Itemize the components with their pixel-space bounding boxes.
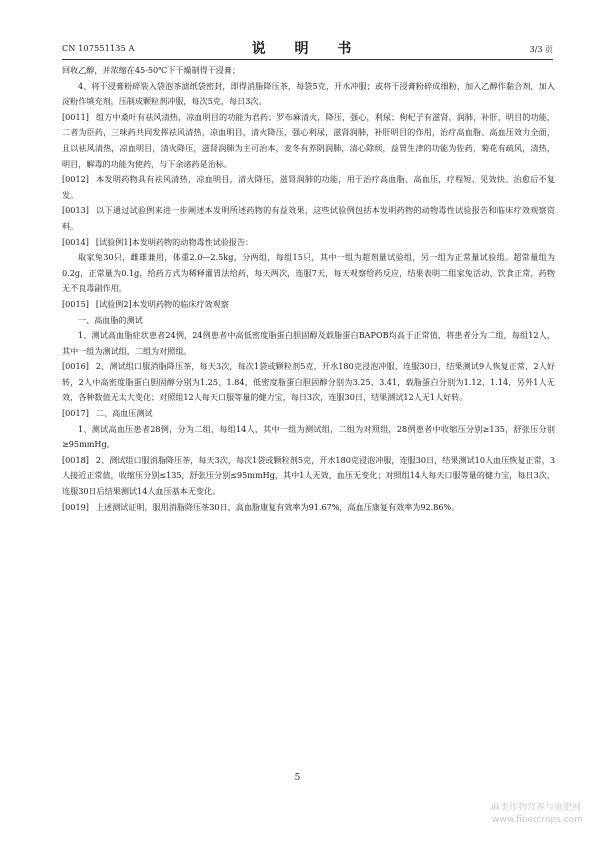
paragraph: 回收乙醇，并浓缩在45-50℃下干燥制得干浸膏； (62, 65, 241, 75)
paragraph-tag: [0017] (62, 408, 89, 419)
paragraph: 4、将干浸膏粉碎装入袋泡茶滤纸袋密封，即得消脂降压茶，每袋5克，开水冲服；或将干浸膏粉碎成细粉，加入乙醇作黏合剂，加入淀粉作填充剂，压制成颗粒剂冲服，每次5克，每日3次。 (62, 80, 555, 107)
paragraph: 取家兔30只，雌雄兼用，体重2.0—2.5kg，分两组，每组15只，其中一组为超剂量试验组，另一组为正常量试验组。超常量组为0.2g，正常量为0.1g，给药方式为稀释灌胃法给药，每天两次，连服7天，每天观察给药反应，结果表明二组家兔活动、饮食正常，药物无不良毒副作用。 (62, 252, 555, 294)
paragraph: [0019] 上述测试证明，服用消脂降压茶30日，高血脂康复有效率为91.67%，高血压康复有效率为92.86%。 (62, 501, 460, 512)
document-title: 说 明 书 (251, 41, 364, 57)
watermark-text: 麻类作物营养与施肥网 (490, 803, 581, 813)
document-body (62, 63, 555, 515)
paragraph-tag: [0012] (62, 174, 89, 185)
paragraph-tag: [0014] (62, 236, 89, 247)
paragraph-tag: [0013] (62, 205, 89, 216)
paragraph-tag: [0015] (62, 298, 89, 309)
paragraph-tag: [0016] (62, 361, 89, 372)
paragraph: [0015] [试验例2]本发明药物的临床疗效观察 (62, 298, 229, 309)
paragraph: [0018] 2、测试组口服消脂降压茶，每天3次，每次1袋或颗粒剂5克，开水180克浸泡冲服，连服30日，结果测试10人血压恢复正常，3人接近正常值，收缩压分别≤135，舒张压分别≤95mmHg，其中1人无效，血压无变化；对照组14人每天口服等量的健力宝，每日3次，连服30日后结果测试14人血压基本无变化。 (62, 454, 555, 497)
paragraph: [0014] [试验例1]本发明药物的动物毒性试验报告： (62, 236, 254, 247)
page-header (62, 36, 553, 58)
page-number: 5 (294, 773, 301, 783)
page-indicator: 3/3 页 (529, 45, 553, 54)
paragraph: [0012] 本发明药物具有祛风清热，凉血明目，清火降压，滋肾润肺的功能，用于治疗高血脂、高血压，疗程短、见效快、治愈后不复发。 (62, 174, 555, 200)
patent-number: CN 107551135 A (62, 44, 135, 53)
paragraph: 1、测试高血脂症状患者24例，24例患者中高低密度脂蛋白胆固醇及载脂蛋白BAPOB均高于正常值，将患者分为二组，每组12人，其中一组为测试组，二组为对照组。 (62, 330, 555, 356)
paragraph-tag: [0011] (62, 111, 89, 122)
section-heading: [0017] 二、高血压测试 (62, 408, 153, 419)
paragraph: [0013] 以下通过试验例来进一步阐述本发明所述药物的有益效果，这些试验例包括本发明药物的动物毒性试验报告和临床疗效观察资料。 (62, 205, 555, 231)
paragraph-tag: [0019] (62, 501, 89, 512)
paragraph: [0016] 2、测试组口服消脂降压茶，每天3次，每次1袋或颗粒剂5克，开水180克浸泡冲服，连服30日，结果测试9人恢复正常，2人好转，2人中高密度脂蛋白胆固醇分别为1.25、1.84，低密度脂蛋白胆固醇分别为3.25、3.41，载脂蛋白分别为1.12、1.14，另外1人无效，各种数值无太大变化；对照组12人每天口服等量的健力宝，每日3次，连服30日，结果测试12人无1人好转。 (62, 361, 555, 403)
paragraph: [0011] 组方中桑叶有祛风清热，凉血明目的功能为君药；罗布麻清火，降压，强心，利尿；枸杞子有滋肾，润肺，补肝，明目的功能，二者为臣药，三味药共同发挥祛风清热，凉血明目，清火降压，强心利尿，滋肾润肺，补肝明目的作用，治疗高血脂、高血压效力全面，且以祛风清热，凉血明目，清火降压，滋肾润肺为主可治本，麦冬有养阴润肺，清心除烦，益胃生津的功能为佐药，菊花有疏风，清热，明目，解毒的功能为使药，与下余诸药是治标。 (62, 111, 555, 169)
paragraph: 1、测试高血压患者28例，分为二组，每组14人，其中一组为测试组，二组为对照组，28例患者中收缩压分别≥135，舒张压分别≥95mmHg。 (62, 423, 555, 450)
header-divider (62, 59, 553, 60)
paragraph-tag: [0018] (62, 454, 89, 465)
section-heading: 一、高血脂的测试 (78, 314, 143, 325)
watermark-url: www.fibercrops.com (492, 815, 583, 825)
